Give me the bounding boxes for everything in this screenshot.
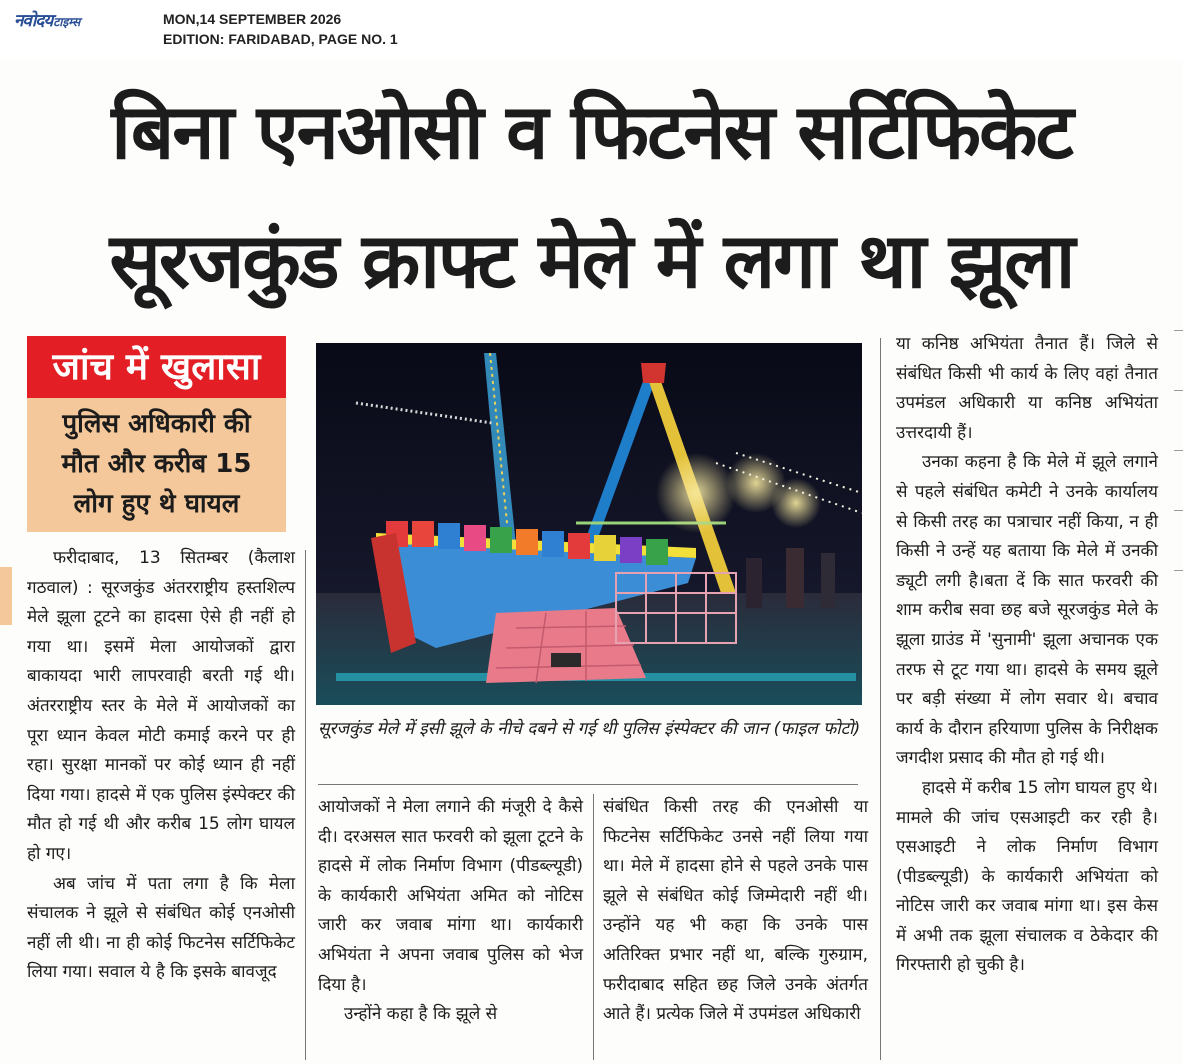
- article-column-1: [27, 544, 295, 988]
- edge-tick: [1174, 570, 1183, 571]
- kicker-label: जांच में खुलासा: [27, 336, 286, 398]
- caption-divider: [318, 784, 858, 785]
- article-column-4: [896, 330, 1158, 981]
- highlight-line: पुलिस अधिकारी की: [62, 409, 251, 439]
- paragraph: आयोजकों ने मेला लगाने की मंजूरी दे कैसे दी। दरअसल सात फरवरी को झूला टूटने के हादसे में लोक निर्माण विभाग (पीडब्ल्यूडी) के कार्यकारी अभियंता अमित को नोटिस जारी कर जवाब मांगा था। कार्यकारी अभियंता ने अपना जवाब पुलिस को भेज दिया है।: [318, 797, 583, 995]
- paragraph: उनका कहना है कि मेले में झूले लगाने से पहले संबंधित कमेटी ने उनके कार्यालय से किसी तरह का पत्राचार नहीं किया, न ही किसी ने उन्हें यह बताया कि मेले में उनकी ड्यूटी लगी है।बता दें कि सात फरवरी की शाम करीब सवा छह बजे सूरजकुंड मेले के झूला ग्राउंड में 'सुनामी' झूला अचानक एक तरफ से टूट गया था। हादसे के समय झूले पर बड़ी संख्या में लोग सवार थे। बचाव कार्य के दौरान हरियाणा पुलिस के निरीक्षक जगदीश प्रसाद की मौत हो गई थी।: [896, 452, 1158, 769]
- photo-caption: सूरजकुंड मेले में इसी झूले के नीचे दबने से गई थी पुलिस इंस्पेक्टर की जान (फाइल फोटो): [318, 719, 861, 739]
- edge-tick: [1174, 330, 1183, 331]
- headline-line-1: बिना एनओसी व फिटनेस सर्टिफिकेट: [111, 87, 1072, 176]
- newspaper-logo[interactable]: [14, 8, 80, 31]
- highlight-line: लोग हुए थे घायल: [73, 489, 240, 519]
- paragraph: हादसे में करीब 15 लोग घायल हुए थे। मामले की जांच एसआइटी कर रही है। एसआइटी ने लोक निर्माण विभाग (पीडब्ल्यूडी) के कार्यकारी अभियंता को नोटिस जारी कर जवाब मांगा था। इस केस में अभी तक झूला संचालक व ठेकेदार की गिरफ्तारी हो चुकी है।: [896, 777, 1158, 976]
- column-edge-marker: [0, 567, 12, 625]
- issue-date: MON,14 SEPTEMBER 2026: [163, 11, 342, 27]
- column-divider: [880, 338, 881, 1060]
- edge-tick: [1174, 510, 1183, 511]
- paragraph: अब जांच में पता लगा है कि मेला संचालक ने झूले से संबंधित कोई एनओसी नहीं ली थी। ना ही कोई फिटनेस सर्टिफिकेट लिया गया। सवाल ये है कि इसके बावजूद: [27, 873, 295, 983]
- logo-main-text: नवोदय: [14, 11, 53, 31]
- news-clipping: [0, 60, 1183, 1064]
- news-photo: [316, 343, 862, 705]
- highlight-box: [27, 398, 286, 532]
- article-column-2: [318, 793, 583, 1030]
- edge-tick: [1174, 390, 1183, 391]
- headline-line-2: सूरजकुंड क्राफ्ट मेले में लगा था झूला: [109, 216, 1074, 305]
- column-divider: [593, 794, 594, 1060]
- paragraph: संबंधित किसी तरह की एनओसी या फिटनेस सर्टिफिकेट उनसे नहीं लिया गया था। मेले में हादसा होने से पहले उनके पास झूले से संबंधित कोई जिम्मेदारी नहीं थी। उन्होंने यह भी कहा कि उनके पास अतिरिक्त प्रभार नहीं था, बल्कि गुरुग्राम, फरीदाबाद सहित छह जिले उनके अंतर्गत आते हैं। प्रत्येक जिले में उपमंडल अधिकारी: [603, 797, 868, 1025]
- highlight-line: मौत और करीब 15: [61, 449, 252, 479]
- masthead-bar: [0, 0, 1183, 60]
- ride-accident-photo: [316, 343, 862, 705]
- paragraph: या कनिष्ठ अभियंता तैनात हैं। जिले से संबंधित किसी भी कार्य के लिए वहां तैनात उपमंडल अधिकारी या कनिष्ठ अभियंता उत्तरदायी हैं।: [896, 334, 1158, 443]
- column-divider: [305, 550, 306, 1060]
- edition-meta: [163, 9, 398, 49]
- paragraph: फरीदाबाद, 13 सितम्बर (कैलाश गठवाल) : सूरजकुंड अंतरराष्ट्रीय हस्तशिल्प मेले झूला टूटने का हादसा ऐसे ही नहीं हो गया था। इसमें मेला आयोजकों द्वारा बाकायदा भारी लापरवाही बरती गई थी। अंतरराष्ट्रीय स्तर के मेले में आयोजकों का पूरा ध्यान केवल मोटी कमाई करने पर ही रहा। सुरक्षा मानकों पर कोई ध्यान ही नहीं दिया गया। हादसे में एक पुलिस इंस्पेक्टर की मौत हो गई थी और करीब 15 लोग घायल हो गए।: [27, 548, 295, 864]
- edge-tick: [1174, 450, 1183, 451]
- logo-sub-text: टाइम्स: [53, 15, 81, 29]
- article-column-3: [603, 793, 868, 1030]
- edition-info: EDITION: FARIDABAD, PAGE NO. 1: [163, 31, 398, 47]
- paragraph: उन्होंने कहा है कि झूले से: [344, 1004, 498, 1025]
